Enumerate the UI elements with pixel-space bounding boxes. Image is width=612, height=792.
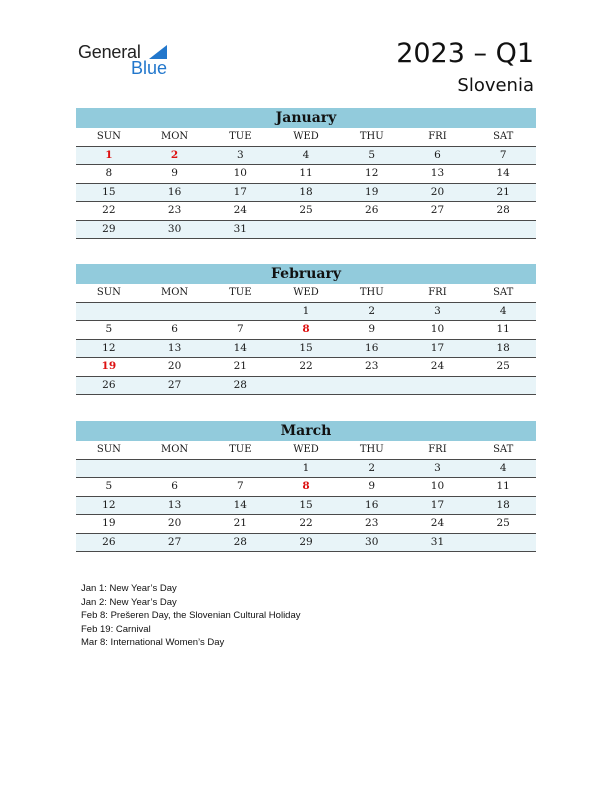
week-row — [76, 460, 536, 479]
date-cell: 28 — [233, 535, 247, 548]
date-cell: 22 — [102, 204, 116, 216]
weekday-label: SAT — [493, 131, 514, 142]
week-row — [76, 340, 536, 359]
holiday-note: Feb 19: Carnival — [81, 623, 151, 635]
week-row — [76, 478, 536, 497]
date-cell: 24 — [430, 360, 445, 372]
date-cell: 9 — [368, 480, 376, 492]
date-cell: 2 — [368, 304, 376, 317]
date-cell: 29 — [299, 535, 313, 548]
date-cell: 12 — [102, 498, 116, 511]
date-cell: 19 — [102, 517, 116, 529]
date-cell: 8 — [105, 167, 113, 179]
holiday-date: 19 — [101, 360, 117, 372]
date-cell: 28 — [496, 204, 510, 216]
date-cell: 25 — [299, 204, 313, 216]
date-cell — [405, 377, 471, 395]
date-cell: 24 — [233, 204, 247, 216]
week-row — [76, 165, 536, 184]
month-name: February — [76, 264, 536, 284]
weekday-label: FRI — [428, 444, 447, 455]
week-row — [76, 515, 536, 534]
date-cell: 3 — [236, 148, 244, 161]
page-title: 2023 – Q1 — [396, 38, 534, 69]
date-cell: 16 — [167, 185, 182, 198]
date-cell: 26 — [102, 378, 116, 391]
date-cell — [76, 303, 142, 321]
date-cell: 3 — [434, 304, 441, 317]
weekday-label: THU — [359, 131, 384, 142]
weekday-label: MON — [160, 287, 189, 298]
holiday-note: Feb 8: Prešeren Day, the Slovenian Cultural Holiday — [81, 610, 301, 621]
date-cell: 17 — [430, 498, 445, 511]
date-cell — [207, 460, 273, 478]
holiday-date: 8 — [302, 480, 310, 492]
date-cell: 22 — [299, 517, 313, 529]
date-cell: 23 — [167, 204, 182, 216]
weekday-label: MON — [160, 444, 189, 455]
date-cell: 24 — [430, 517, 445, 529]
date-cell: 15 — [299, 498, 313, 511]
date-cell — [339, 377, 405, 395]
date-cell: 23 — [365, 517, 379, 529]
date-cell: 21 — [496, 185, 510, 198]
date-cell: 21 — [233, 360, 247, 372]
date-cell: 11 — [496, 323, 510, 335]
date-cell: 20 — [167, 360, 182, 372]
weekday-label: THU — [359, 287, 384, 298]
date-cell: 4 — [302, 148, 310, 161]
week-row — [76, 202, 536, 221]
date-cell: 21 — [233, 517, 247, 529]
weekday-label: WED — [293, 131, 319, 142]
holiday-date: 2 — [170, 148, 179, 161]
date-cell: 27 — [167, 535, 182, 548]
weekday-label: WED — [293, 287, 319, 298]
date-cell: 5 — [105, 480, 113, 492]
weekday-label: WED — [293, 444, 319, 455]
month-name: March — [76, 421, 536, 441]
date-cell: 1 — [302, 461, 310, 474]
date-cell: 3 — [434, 461, 441, 474]
week-row — [76, 221, 536, 240]
date-cell: 9 — [368, 323, 376, 335]
month-name: January — [76, 108, 536, 128]
date-cell: 30 — [365, 535, 379, 548]
date-cell: 16 — [365, 341, 379, 354]
date-cell — [470, 377, 536, 395]
logo-general-text: General — [78, 42, 141, 62]
date-cell: 6 — [171, 323, 178, 335]
date-cell: 27 — [167, 378, 182, 391]
date-cell: 11 — [496, 480, 510, 492]
month-calendar-february — [76, 264, 536, 395]
weekday-header-row — [76, 441, 536, 460]
week-row — [76, 377, 536, 396]
weekday-label: SUN — [96, 444, 121, 455]
date-cell: 9 — [171, 167, 178, 179]
date-cell: 28 — [233, 378, 247, 391]
weekday-label: THU — [359, 444, 384, 455]
holiday-date: 8 — [302, 323, 310, 335]
date-cell: 7 — [499, 148, 507, 161]
date-cell: 25 — [496, 517, 510, 529]
date-cell — [273, 221, 339, 239]
date-cell: 6 — [171, 480, 178, 492]
holiday-note: Mar 8: International Women’s Day — [81, 637, 225, 648]
week-row — [76, 147, 536, 166]
date-cell: 31 — [233, 222, 247, 235]
date-cell: 12 — [365, 167, 379, 179]
date-cell: 15 — [299, 341, 313, 354]
weekday-label: TUE — [229, 131, 252, 142]
week-row — [76, 321, 536, 340]
date-cell: 7 — [236, 323, 244, 335]
month-calendar-march — [76, 421, 536, 552]
date-cell: 18 — [496, 498, 510, 511]
date-cell: 18 — [496, 341, 510, 354]
date-cell — [470, 221, 536, 239]
week-row — [76, 497, 536, 516]
holiday-notes — [81, 582, 301, 650]
weekday-label: SUN — [96, 131, 121, 142]
date-cell: 26 — [102, 535, 116, 548]
month-calendar-january — [76, 108, 536, 239]
date-cell: 6 — [434, 148, 441, 161]
date-cell: 20 — [430, 185, 445, 198]
date-cell: 10 — [233, 167, 247, 179]
date-cell — [273, 377, 339, 395]
weekday-label: TUE — [229, 287, 252, 298]
date-cell: 15 — [102, 185, 116, 198]
date-cell: 5 — [368, 148, 376, 161]
date-cell — [339, 221, 405, 239]
week-row — [76, 358, 536, 377]
date-cell: 4 — [499, 304, 507, 317]
date-cell — [470, 534, 536, 552]
date-cell: 19 — [365, 185, 379, 198]
date-cell: 17 — [233, 185, 247, 198]
date-cell: 27 — [430, 204, 445, 216]
country-name: Slovenia — [457, 75, 534, 96]
holiday-note: Jan 2: New Year’s Day — [81, 596, 177, 608]
date-cell — [405, 221, 471, 239]
date-cell: 4 — [499, 461, 507, 474]
date-cell: 14 — [233, 498, 247, 511]
weeks — [76, 147, 536, 240]
date-cell — [76, 460, 142, 478]
weekday-label: SAT — [493, 444, 514, 455]
date-cell: 14 — [496, 167, 510, 179]
date-cell — [142, 303, 208, 321]
date-cell: 13 — [430, 167, 445, 179]
weekday-label: FRI — [428, 131, 447, 142]
weekday-label: SUN — [96, 287, 121, 298]
date-cell: 26 — [365, 204, 379, 216]
date-cell: 29 — [102, 222, 116, 235]
weekday-label: SAT — [493, 287, 514, 298]
date-cell: 14 — [233, 341, 247, 354]
date-cell: 25 — [496, 360, 510, 372]
date-cell: 12 — [102, 341, 116, 354]
weekday-label: TUE — [229, 444, 252, 455]
date-cell: 31 — [430, 535, 445, 548]
date-cell: 10 — [430, 323, 445, 335]
date-cell: 30 — [167, 222, 182, 235]
weekday-header-row — [76, 128, 536, 147]
logo-triangle-icon — [149, 45, 167, 59]
date-cell — [142, 460, 208, 478]
logo-blue-text: Blue — [131, 58, 168, 78]
date-cell: 13 — [167, 498, 182, 511]
date-cell: 22 — [299, 360, 313, 372]
date-cell — [207, 303, 273, 321]
date-cell: 17 — [430, 341, 445, 354]
date-cell: 20 — [167, 517, 182, 529]
week-row — [76, 184, 536, 203]
weeks — [76, 303, 536, 396]
week-row — [76, 534, 536, 553]
weeks — [76, 460, 536, 553]
holiday-date: 1 — [105, 148, 113, 161]
date-cell: 23 — [365, 360, 379, 372]
date-cell: 11 — [299, 167, 313, 179]
date-cell: 16 — [365, 498, 379, 511]
date-cell: 10 — [430, 480, 445, 492]
holiday-note: Jan 1: New Year’s Day — [81, 583, 177, 594]
weekday-label: FRI — [428, 287, 447, 298]
weekday-label: MON — [160, 131, 189, 142]
week-row — [76, 303, 536, 322]
date-cell: 5 — [105, 323, 113, 335]
date-cell: 13 — [167, 341, 182, 354]
general-blue-logo — [78, 42, 178, 78]
date-cell: 1 — [302, 304, 310, 317]
date-cell: 7 — [236, 480, 244, 492]
weekday-header-row — [76, 284, 536, 303]
date-cell: 18 — [299, 185, 313, 198]
date-cell: 2 — [368, 461, 376, 474]
